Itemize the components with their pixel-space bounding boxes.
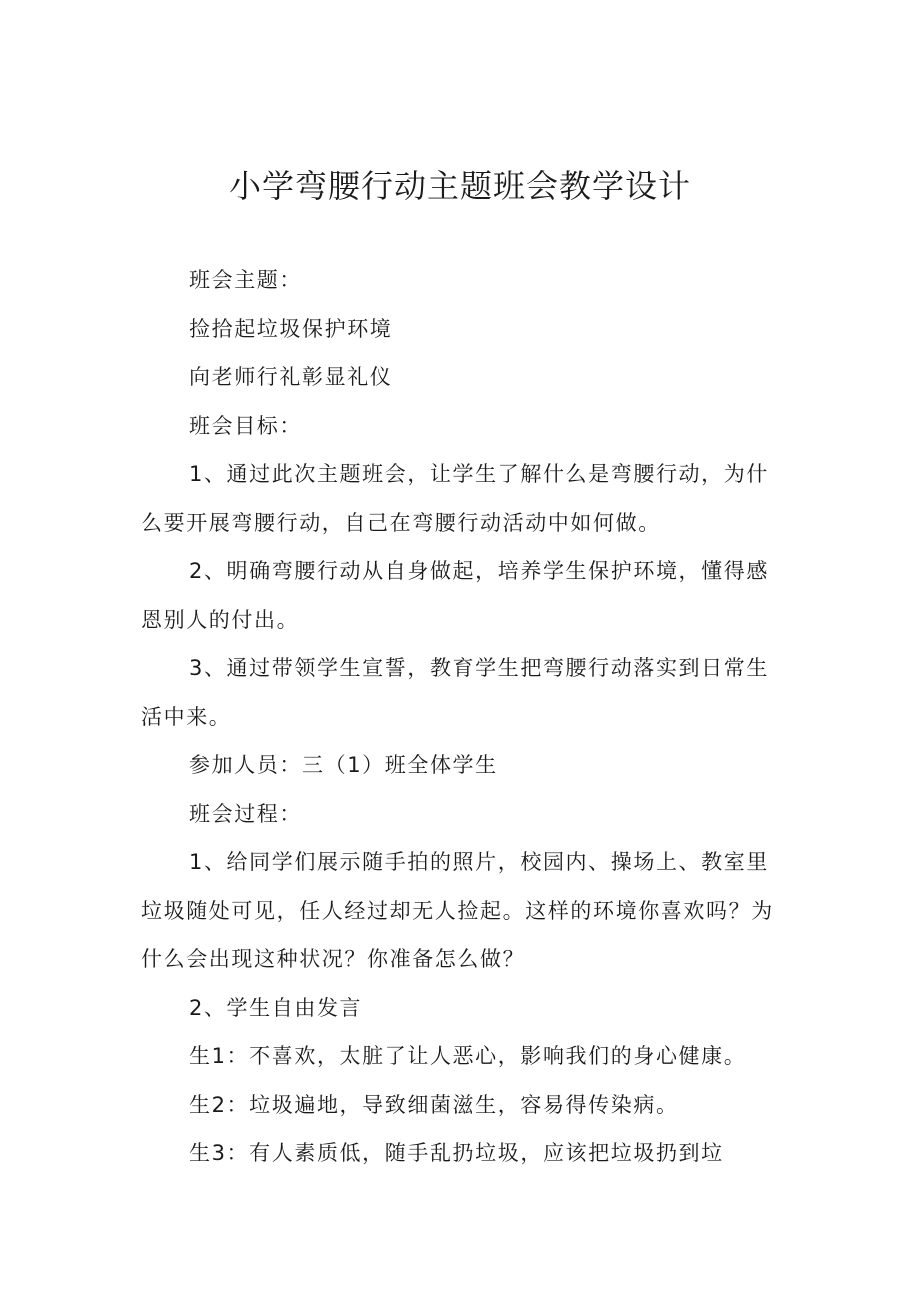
paragraph-goal-2: 2、明确弯腰行动从自身做起，培养学生保护环境，懂得感恩别人的付出。 bbox=[141, 559, 769, 632]
paragraph-process-1: 1、给同学们展示随手拍的照片，校园内、操场上、教室里垃圾随处可见，任人经过却无人捡起。这样的环境你喜欢吗？为什么会出现这种状况？你准备怎么做？ bbox=[141, 850, 774, 971]
paragraph-theme-heading: 班会主题： bbox=[189, 268, 302, 292]
paragraph-participants: 参加人员：三（1）班全体学生 bbox=[189, 753, 498, 777]
document-body bbox=[141, 256, 787, 1178]
paragraph-goal-3: 3、通过带领学生宣誓，教育学生把弯腰行动落实到日常生活中来。 bbox=[141, 656, 769, 729]
paragraph-theme-line-2: 向老师行礼彰显礼仪 bbox=[189, 365, 393, 389]
paragraph-process-2: 2、学生自由发言 bbox=[189, 995, 363, 1020]
paragraph-student-2: 生2：垃圾遍地，导致细菌滋生，容易得传染病。 bbox=[189, 1092, 679, 1117]
paragraph-student-1: 生1：不喜欢，太脏了让人恶心，影响我们的身心健康。 bbox=[189, 1044, 747, 1068]
paragraph-student-3: 生3：有人素质低，随手乱扔垃圾，应该把垃圾扔到垃 bbox=[189, 1141, 724, 1165]
paragraph-goal-1: 1、通过此次主题班会，让学生了解什么是弯腰行动，为什么要开展弯腰行动，自己在弯腰行动活动中如何做。 bbox=[141, 462, 769, 535]
document-title: 小学弯腰行动主题班会教学设计 bbox=[228, 167, 691, 205]
paragraph-theme-line-1: 捡拾起垃圾保护环境 bbox=[189, 316, 393, 341]
paragraph-process-heading: 班会过程： bbox=[189, 801, 302, 826]
paragraph-goal-heading: 班会目标： bbox=[189, 413, 302, 438]
